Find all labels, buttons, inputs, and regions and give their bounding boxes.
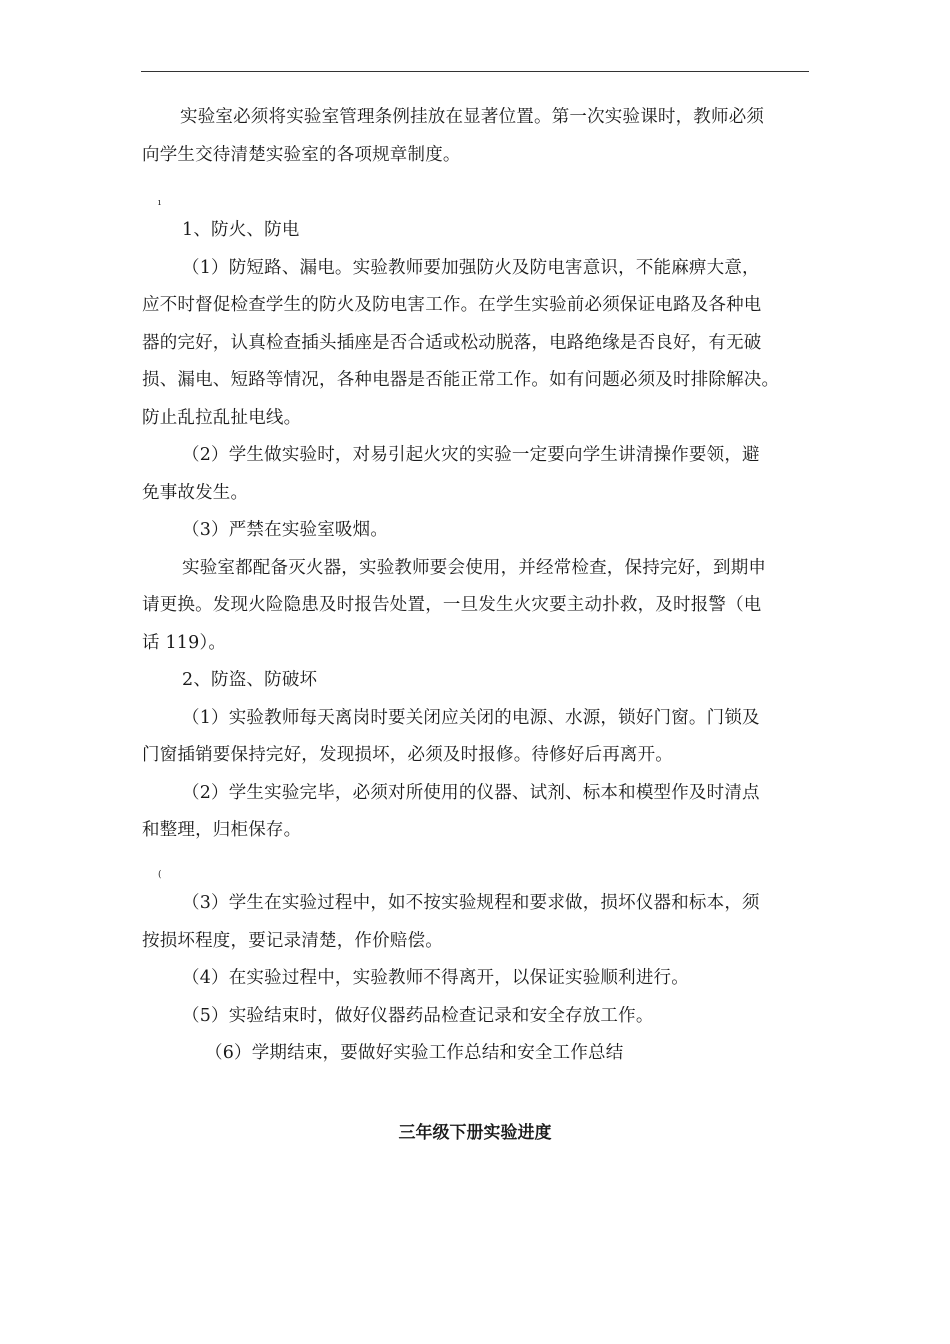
paragraph-line: 防止乱拉乱扯电线。 xyxy=(142,408,302,428)
paragraph-line: 话 119）。 xyxy=(142,633,227,653)
paragraph-line: 和整理，归柜保存。 xyxy=(142,820,302,840)
paragraph-line: 请更换。发现火险隐患及时报告处置，一旦发生火灾要主动扑救，及时报警（电 xyxy=(142,595,762,615)
paragraph-line: 应不时督促检查学生的防火及防电害工作。在学生实验前必须保证电路及各种电 xyxy=(142,295,762,315)
paragraph-line: 门窗插销要保持完好，发现损坏，必须及时报修。待修好后再离开。 xyxy=(142,745,673,765)
stray-mark: ı xyxy=(158,198,161,208)
paragraph-line: 器的完好，认真检查插头插座是否合适或松动脱落，电路绝缘是否良好，有无破 xyxy=(142,333,762,353)
paragraph-line: 实验室都配备灭火器，实验教师要会使用，并经常检查，保持完好，到期申 xyxy=(182,558,767,578)
paragraph-line: （2）学生做实验时，对易引起火灾的实验一定要向学生讲清操作要领，避 xyxy=(182,445,760,465)
paragraph-line: （5）实验结束时，做好仪器药品检查记录和安全存放工作。 xyxy=(182,1006,654,1026)
paragraph-line: 损、漏电、短路等情况，各种电器是否能正常工作。如有问题必须及时排除解决。 xyxy=(142,370,780,390)
stray-mark: ( xyxy=(158,870,162,880)
paragraph-line: （1）防短路、漏电。实验教师要加强防火及防电害意识，不能麻痹大意， xyxy=(182,258,760,278)
paragraph-line: （6）学期结束，要做好实验工作总结和安全工作总结 xyxy=(205,1043,624,1063)
paragraph-line: 实验室必须将实验室管理条例挂放在显著位置。第一次实验课时，教师必须 xyxy=(180,107,765,127)
paragraph-line: （2）学生实验完毕，必须对所使用的仪器、试剂、标本和模型作及时清点 xyxy=(182,783,760,803)
paragraph-line: （3）学生在实验过程中，如不按实验规程和要求做，损坏仪器和标本，须 xyxy=(182,893,760,913)
section-title: 三年级下册实验进度 xyxy=(398,1123,552,1143)
paragraph-line: 向学生交待清楚实验室的各项规章制度。 xyxy=(142,145,461,165)
header-rule xyxy=(141,71,809,72)
paragraph-line: 免事故发生。 xyxy=(142,483,249,503)
paragraph-line: （1）实验教师每天离岗时要关闭应关闭的电源、水源，锁好门窗。门锁及 xyxy=(182,708,760,728)
paragraph-line: 按损坏程度，要记录清楚，作价赔偿。 xyxy=(142,931,443,951)
paragraph-line: （4）在实验过程中，实验教师不得离开，以保证实验顺利进行。 xyxy=(182,968,689,988)
section-heading: 2、防盗、防破坏 xyxy=(182,670,318,690)
paragraph-line: （3）严禁在实验室吸烟。 xyxy=(182,520,389,540)
section-heading: 1、防火、防电 xyxy=(182,220,300,240)
